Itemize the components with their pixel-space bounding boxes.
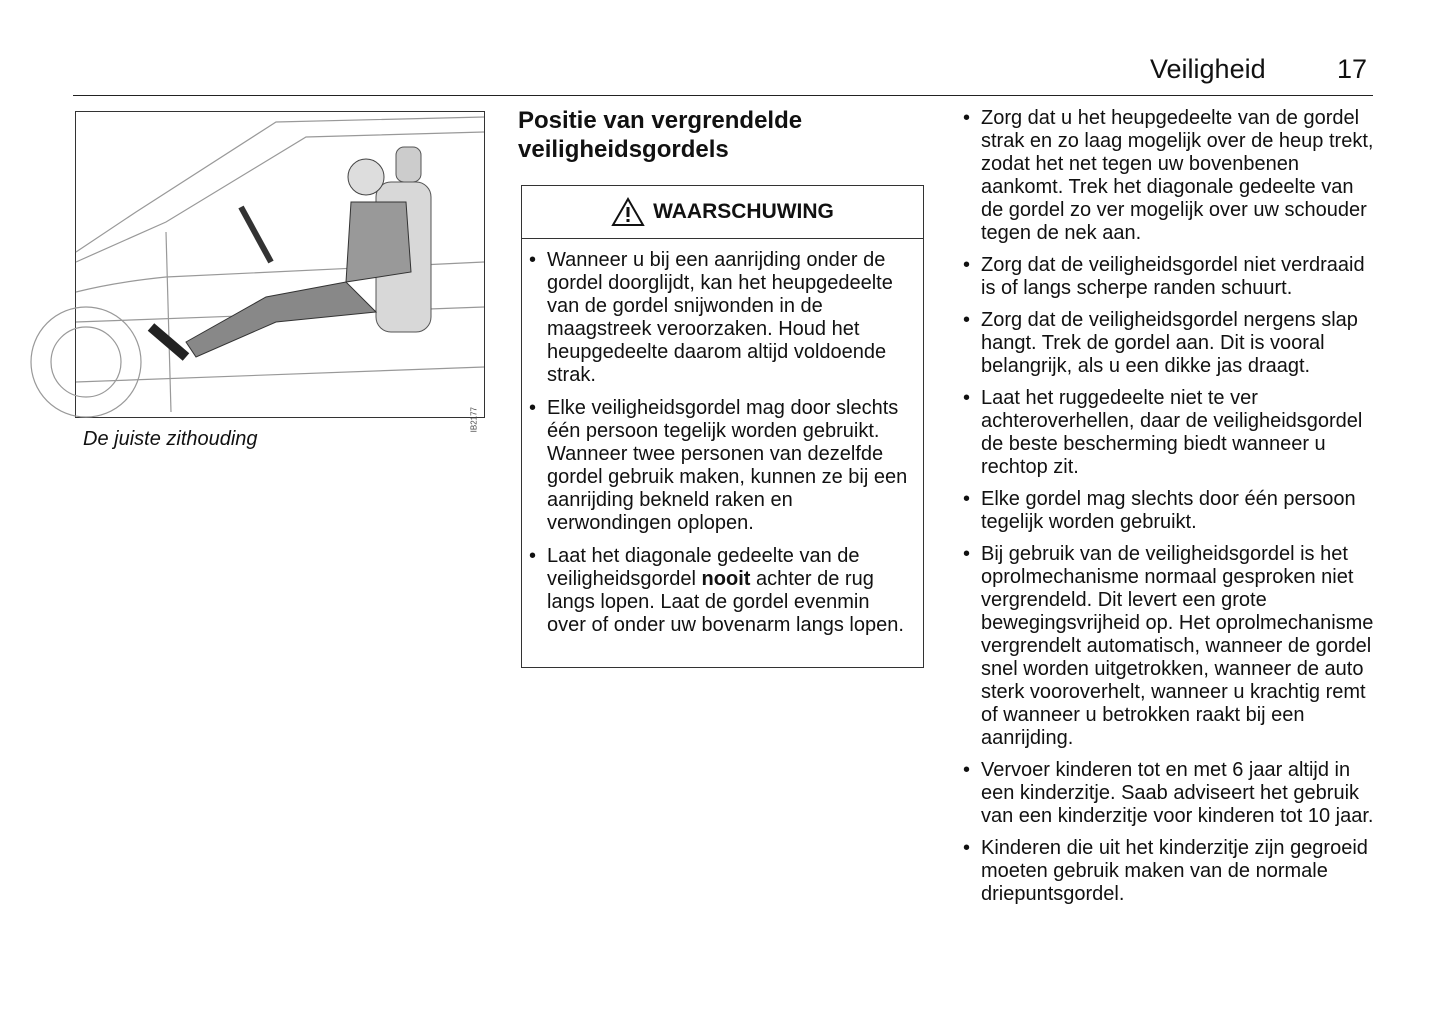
figure-caption: De juiste zithouding [83,428,258,450]
warning-item: • Wanneer u bij een aanrijding onder de gordel doorglijdt, kan het heupgedeelte van de gordel snijwonden in de maagstreek veroorzaken. Houd het heupgedeelte daarom altijd voldoende strak. [526,249,913,387]
section-title: Veiligheid [1150,54,1266,84]
warning-item [526,545,913,637]
figure-code: IB2177 [469,407,478,433]
car-seat-drawing [76,112,484,417]
list-item: • Elke gordel mag slechts door één persoon tegelijk worden gebruikt. [960,488,1380,534]
list-item: • Laat het ruggedeelte niet te ver achteroverhellen, daar de veiligheidsgordel de beste bescherming biedt wanneer u rechtop zit. [960,387,1380,479]
list-item: • Zorg dat de veiligheidsgordel nergens slap hangt. Trek de gordel aan. Dit is vooral belangrijk, als u een dikke jas draagt. [960,309,1380,378]
text: achter de rug langs lopen. Laat de gordel evenmin over of onder uw bovenarm langs lopen. [547,568,904,636]
emphasis: nooit [701,568,751,590]
list-item: • Vervoer kinderen tot en met 6 jaar altijd in een kinderzitje. Saab adviseert het gebruik van een kinderzitje voor kinderen tot 10 jaar. [960,759,1380,828]
list-item: • Bij gebruik van de veiligheidsgordel is het oprolmechanisme normaal gesproken niet vergrendeld. Dit levert een grote bewegingsvrijheid op. Het oprolmechanisme vergrendelt automatisch, wanneer de gordel snel worden uitgetrokken, wanneer de auto sterk vooroverhelt, wanneer u krachtig remt of wanneer u betrokken raakt bij een aanrijding. [960,543,1380,750]
warning-list [522,239,923,637]
warning-triangle-icon [611,197,645,227]
warning-item: • Elke veiligheidsgordel mag door slechts één persoon tegelijk worden gebruikt. Wanneer twee personen van dezelfde gordel gebruik maken, kunnen ze bij een aanrijding bekneld raken en verwondingen oplopen. [526,397,913,535]
header-rule [73,95,1373,96]
section-heading: Positie van vergrendelde veiligheidsgordels [518,107,803,163]
list-item: • Kinderen die uit het kinderzitje zijn gegroeid moeten gebruik maken van de normale driepuntsgordel. [960,837,1380,906]
page-number: 17 [1337,54,1368,84]
right-column [960,107,1380,915]
instruction-list [960,107,1380,906]
warning-box [521,185,924,668]
warning-title: WAARSCHUWING [653,200,834,223]
list-item: • Zorg dat de veiligheidsgordel niet verdraaid is of langs scherpe randen schuurt. [960,254,1380,300]
list-item: • Zorg dat u het heupgedeelte van de gordel strak en zo laag mogelijk over de heup trekt, zodat het net tegen uw bovenbenen aankomt. Trek het diagonale gedeelte van de gordel zo ver mogelijk over uw schouder tegen de nek aan. [960,107,1380,245]
seating-illustration [75,111,485,433]
text: Laat het diagonale gedeelte van de veiligheidsgordel [547,545,860,590]
warning-header [522,186,923,239]
